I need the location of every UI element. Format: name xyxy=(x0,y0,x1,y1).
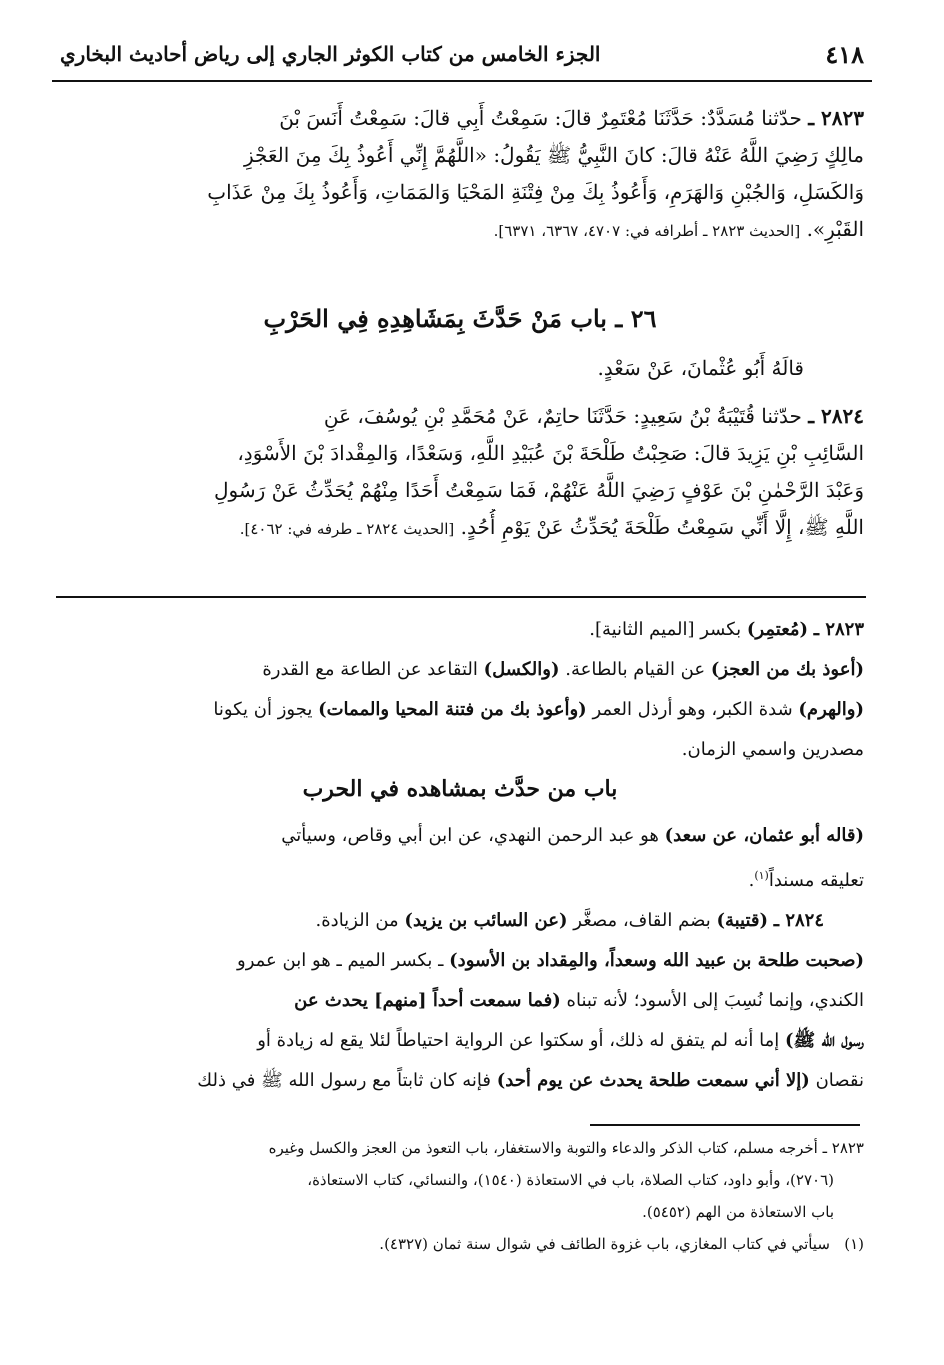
commentary-line xyxy=(56,816,864,856)
commentary-continued xyxy=(56,816,864,1101)
page-number: ٤١٨ xyxy=(825,40,864,69)
commentary-text: ـ بكسر الميم ـ هو ابن عمرو xyxy=(237,950,444,971)
hadith-line: وَعَبْدَ الرَّحْمٰنِ بْنَ عَوْفٍ رَضِيَ اللَّهُ عَنْهُمْ، فَمَا سَمِعْتُ أَحَدًا مِنْهُمْ يُحَدِّثُ عَنْ رَسُولِ xyxy=(214,478,864,502)
footnote-mark: (١) xyxy=(844,1235,864,1253)
footnote-text: سيأتي في كتاب المغازي، باب غزوة الطائف في شوال سنة ثمان (٤٣٢٧). xyxy=(379,1235,830,1253)
commentary-line xyxy=(56,690,864,730)
commentary-line: مصدرين واسمي الزمان. xyxy=(681,739,864,760)
commentary-term: (صحبت طلحة بن عبيد الله وسعداً، والمِقداد بن الأسود) xyxy=(449,950,864,971)
commentary-heading: باب من حدَّث بمشاهده في الحرب xyxy=(302,776,618,802)
hadith-line: مالِكٍ رَضِيَ اللَّهُ عَنْهُ قالَ: كانَ النَّبِيُّ ﷺ يَقُولُ: «اللَّهُمَّ إِنِّي أَعُوذُ بِكَ مِنَ العَجْزِ xyxy=(244,143,864,167)
hadith-text: حدّثنا مُسَدَّدٌ: حَدَّثَنَا مُعْتَمِرٌ قالَ: سَمِعْتُ أَبِي قالَ: سَمِعْتُ أَنَسَ بْنَ xyxy=(279,106,802,130)
hadith-line xyxy=(56,398,864,435)
footnote-line xyxy=(56,1228,864,1260)
commentary-text: التقاعد عن الطاعة مع القدرة xyxy=(262,659,478,680)
commentary-number: ٢٨٢٤ ـ xyxy=(773,910,824,931)
commentary-text: فإنه كان ثابتاً مع رسول الله ﷺ في ذلك xyxy=(197,1070,492,1091)
commentary xyxy=(56,610,864,770)
section-divider xyxy=(56,596,866,598)
commentary-number: ٢٨٢٣ ـ xyxy=(813,619,864,640)
narration-text: قالَهُ أَبُو عُثْمانَ، عَنْ سَعْدٍ. xyxy=(597,356,804,380)
commentary-term: (والهرم) xyxy=(798,699,864,720)
commentary-text: يجوز أن يكونا xyxy=(213,699,313,720)
footnotes xyxy=(56,1132,864,1260)
commentary-text: تعليقه مسنداً xyxy=(768,870,864,891)
commentary-line: تعليقه مسنداً$^{(١)}$. xyxy=(748,869,864,891)
hadith-number: ٢٨٢٤ ـ xyxy=(808,404,864,428)
hadith-2823 xyxy=(56,100,864,250)
commentary-term: (إلا أني سمعت طلحة يحدث عن يوم أحد) xyxy=(496,1070,810,1091)
chapter-title: ٢٦ ـ باب مَنْ حَدَّثَ بِمَشَاهِدِهِ فِي الحَرْبِ xyxy=(263,304,657,333)
commentary-line xyxy=(56,610,864,650)
footnote-line: ٢٨٢٣ ـ أخرجه مسلم، كتاب الذكر والدعاء والتوبة والاستغفار، باب التعوذ من العجز والكسل وغيره xyxy=(268,1139,864,1157)
commentary-term: (فما سمعت أحداً [منهم] يحدث عن xyxy=(294,990,561,1011)
commentary-line xyxy=(56,901,864,941)
commentary-text: الكندي، وإنما نُسِبَ إلى الأسود؛ لأنه تبناه xyxy=(566,990,864,1011)
hadith-text: القَبْرِ». xyxy=(806,217,864,241)
hadith-text: حدّثنا قُتَيْبَةُ بْنُ سَعِيدٍ: حَدَّثَنَا حاتِمٌ، عَنْ مُحَمَّدِ بْنِ يُوسُفَ، عَنِ xyxy=(323,404,802,428)
commentary-term: (عن السائب بن يزيد) xyxy=(404,910,568,931)
hadith-line xyxy=(56,509,864,548)
page-header xyxy=(52,30,872,82)
commentary-term: (أعوذ بك من العجز) xyxy=(710,659,864,680)
commentary-text: هو عبد الرحمن النهدي، عن ابن أبي وقاص، وسيأتي xyxy=(281,825,659,846)
footnote-line: (٢٧٠٦)، وأبو داود، كتاب الصلاة، باب في الاستعاذة (١٥٤٠)، والنسائي، كتاب الاستعاذة، xyxy=(307,1171,834,1189)
commentary-term: رسول الله ﷺ) xyxy=(784,1030,864,1051)
hadith-line xyxy=(56,211,864,250)
commentary-term: (قاله أبو عثمان، عن سعد) xyxy=(664,825,864,846)
commentary-term: (وأعوذ بك من فتنة المحيا والممات) xyxy=(318,699,587,720)
commentary-text: من الزيادة. xyxy=(315,910,399,931)
commentary-line xyxy=(56,1061,864,1101)
commentary-line xyxy=(56,1021,864,1061)
commentary-text: شدة الكبر، وهو أرذل العمر xyxy=(592,699,793,720)
hadith-2824 xyxy=(56,398,864,548)
commentary-text: بكسر [الميم الثانية]. xyxy=(589,619,742,640)
commentary-line xyxy=(56,981,864,1021)
commentary-line xyxy=(56,650,864,690)
footnote-mark[interactable]: (١) xyxy=(754,869,769,882)
hadith-text: اللَّهِ ﷺ، إِلَّا أَنِّي سَمِعْتُ طَلْحَةَ يُحَدِّثُ عَنْ يَوْمِ أُحُدٍ. xyxy=(460,515,864,539)
commentary-term: (قتيبة) xyxy=(716,910,769,931)
commentary-term: (والكسل) xyxy=(483,659,560,680)
hadith-line: وَالكَسَلِ، وَالجُبْنِ وَالهَرَمِ، وَأَعُوذُ بِكَ مِنْ فِتْنَةِ المَحْيَا وَالمَمَاتِ، وَأَعُوذُ بِكَ مِنْ عَذَابِ xyxy=(207,180,864,204)
hadith-line xyxy=(56,100,864,137)
hadith-reference: [الحديث ٢٨٢٣ ـ أطرافه في: ٤٧٠٧، ٦٣٦٧، ٦٣٧١]. xyxy=(493,222,801,240)
hadith-reference: [الحديث ٢٨٢٤ ـ طرفه في: ٤٠٦٢]. xyxy=(239,520,455,538)
commentary-text: عن القيام بالطاعة. xyxy=(565,659,706,680)
commentary-text: إما أنه لم يتفق له ذلك، أو سكتوا عن الرواية احتياطاً لئلا يقع له زيادة أو xyxy=(257,1030,780,1051)
chapter-narration xyxy=(56,350,864,387)
hadith-number: ٢٨٢٣ ـ xyxy=(808,106,864,130)
commentary-line xyxy=(56,941,864,981)
commentary-term: (مُعتمِر) xyxy=(746,619,809,640)
footnote-divider xyxy=(590,1124,860,1126)
hadith-line: السَّائِبِ بْنِ يَزِيدَ قالَ: صَحِبْتُ طَلْحَةَ بْنَ عُبَيْدِ اللَّهِ، وَسَعْدًا، وَالمِقْدادَ بْنَ الأَسْوَدِ، xyxy=(237,441,864,465)
footnote-line: باب الاستعاذة من الهم (٥٤٥٢). xyxy=(642,1203,834,1221)
commentary-text: نقصان xyxy=(815,1070,864,1091)
commentary-text: بضم القاف، مصغَّر xyxy=(573,910,711,931)
running-title: الجزء الخامس من كتاب الكوثر الجاري إلى رياض أحاديث البخاري xyxy=(60,42,601,66)
